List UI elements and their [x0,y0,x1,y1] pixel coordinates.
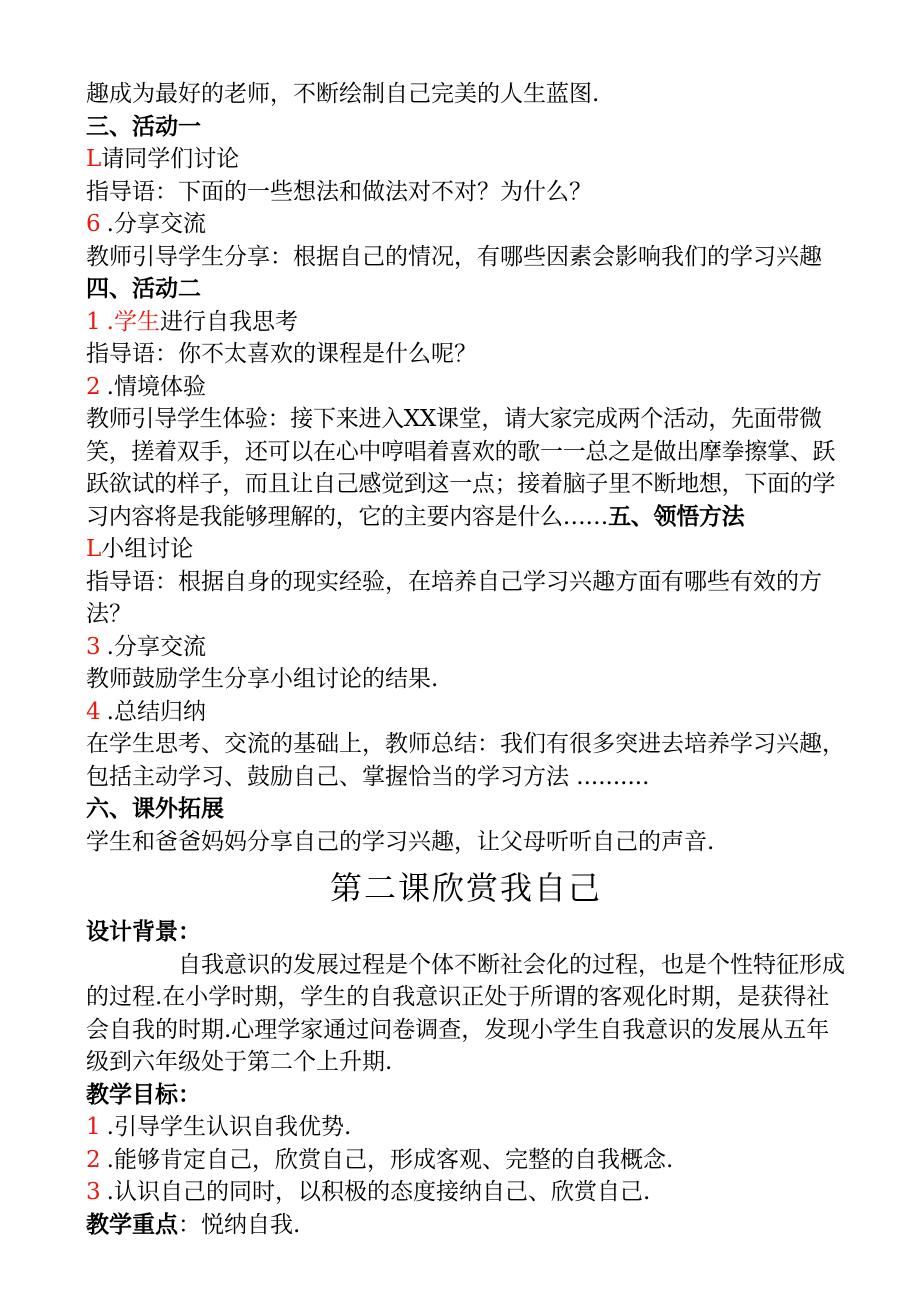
body-text: 在学生思考、交流的基础上，教师总结：我们有很多突进去培养学习兴趣，包括主动学习、鼓励自己、掌握恰当的学习方法 .......... [86,731,845,790]
goals-label: 教学目标： [86,1081,201,1108]
lesson-title: 第二课欣赏我自己 [329,869,602,907]
section-heading-4: 四、活动二 [86,276,201,302]
list-marker: 1 [86,308,101,335]
list-item [86,1144,846,1177]
background-label: 设计背景： [86,919,201,945]
section-heading-6: 六、课外拓展 [86,796,224,822]
list-marker: 4 [86,698,101,725]
list-marker: 1 [86,1114,101,1140]
text-line: 趣成为最好的老师，不断绘制自己完美的人生蓝图. [86,81,600,107]
list-item [86,208,846,241]
list-item-text: .总结归纳 [106,698,206,725]
list-item [86,306,846,339]
list-item-red-text: .学生 [106,308,160,335]
list-item-text: .能够肯定自己，欣赏自己，形成客观、完整的自我概念. [106,1146,674,1173]
document-page [86,78,846,1241]
guide-text: 指导语：下面的一些想法和做法对不对？为什么？ [86,178,592,205]
section-heading-5: 五、领悟方法 [608,503,745,530]
list-item [86,1176,846,1209]
list-item [86,696,846,729]
list-item-text: .情境体验 [106,373,206,400]
list-item-text: 进行自我思考 [159,308,298,335]
key-point-label: 教学重点 [86,1211,178,1238]
list-item-text: .认识自己的同时，以积极的态度接纳自己、欣赏自己. [106,1179,651,1205]
list-item [86,371,846,404]
list-item [86,631,846,664]
section-heading-3: 三、活动一 [86,113,201,140]
list-marker: 3 [86,1179,101,1205]
list-item-text: .分享交流 [106,633,206,660]
list-item-text: .引导学生认识自我优势. [106,1114,352,1140]
body-text: 教师鼓励学生分享小组讨论的结果. [86,666,439,692]
list-item-text: 小组讨论 [101,536,194,562]
list-marker: 2 [86,373,101,400]
body-text: 学生和爸爸妈妈分享自己的学习兴趣，让父母听听自己的声音. [86,828,715,855]
list-item [86,533,846,566]
key-point [86,1209,846,1242]
list-marker: 6 [86,211,101,237]
list-item [86,1111,846,1144]
body-text: 教师引导学生分享：根据自己的情况，有哪些因素会影响我们的学习兴趣 [86,243,822,270]
body-paragraph [86,403,846,533]
key-point-text: ：悦纳自我. [178,1211,301,1238]
body-text: 教师引导学生体验：接下来进入XX课堂，请大家完成两个活动，先面带微笑，搓着双手，还可以在心中哼唱着喜欢的歌一一总之是做出摩拳擦掌、跃跃欲试的样子，而且让自己感觉到这一点；接着脑子里不断地想，下面的学习内容将是我能够理解的，它的主要内容是什么…… [86,406,836,530]
guide-text: 指导语：根据自身的现实经验，在培养自己学习兴趣方面有哪些有效的方法？ [86,568,822,627]
list-marker: 3 [86,633,101,660]
guide-text: 指导语：你不太喜欢的课程是什么呢？ [86,341,477,367]
list-item-text: .分享交流 [106,211,206,237]
list-marker: L [86,146,102,172]
list-item-text: 请同学们讨论 [101,146,240,172]
background-paragraph: 自我意识的发展过程是个体不断社会化的过程，也是个性特征形成的过程.在小学时期，学生的自我意识正处于所谓的客观化时期，是获得社会自我的时期.心理学家通过问卷调查，发现小学生自我意识的发展从五年级到六年级处于第二个上升期. [86,951,845,1075]
list-marker: L [86,536,102,562]
list-marker: 2 [86,1146,101,1173]
list-item [86,143,846,176]
